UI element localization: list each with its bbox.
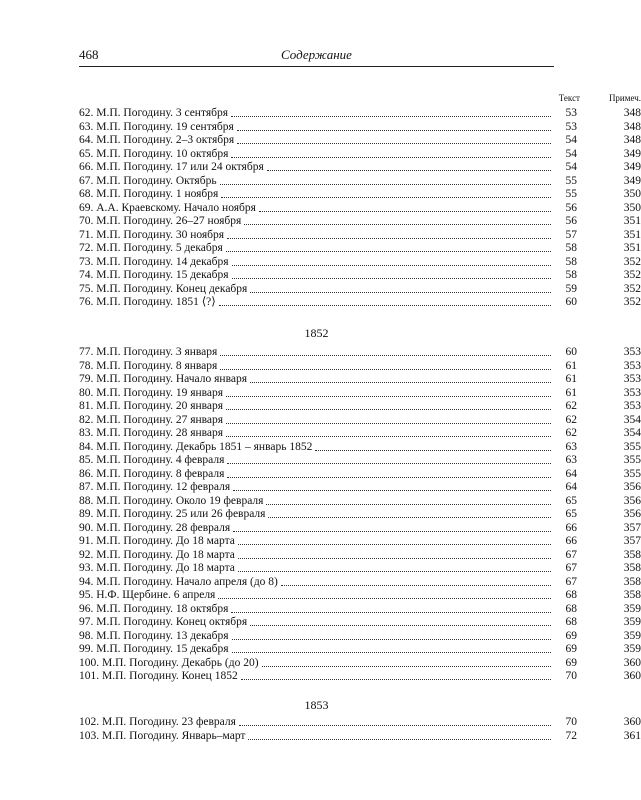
toc-entry [79,643,641,657]
running-title: Содержание [281,47,352,62]
toc-entry-text-page: 63 [565,440,577,453]
toc-section-1853 [79,716,641,743]
page-header [79,44,554,67]
toc-entry [79,629,641,644]
toc-entry-notes-page: 355 [623,440,641,453]
toc-entry-notes-page: 348 [623,120,641,133]
toc-entry [79,188,641,202]
toc-entry [79,373,641,387]
toc-entry [79,729,641,744]
toc-entry-notes-page: 357 [623,521,641,534]
toc-entry-text-page: 72 [565,729,577,742]
toc-entry-text-page: 69 [565,656,577,669]
toc-entry-label: 77. М.П. Погодину. 3 января [79,346,218,358]
toc-entry [79,147,641,162]
toc-entry [79,427,641,441]
toc-entry-label: 101. М.П. Погодину. Конец 1852 [79,670,238,682]
toc-entry-text-page: 62 [565,413,577,426]
toc-entry [79,269,641,283]
toc-entry [79,134,641,148]
toc-entry [79,440,641,455]
toc-entry-label: 68. М.П. Погодину. 1 ноября [79,188,219,200]
toc-entry-text-page: 58 [565,255,577,268]
toc-entry-text-page: 57 [565,228,577,241]
toc-entry-notes-page: 353 [623,373,641,385]
toc-entry-notes-page: 361 [623,729,641,742]
toc-entry-label: 85. М.П. Погодину. 4 февраля [79,454,225,466]
toc-entry-text-page: 54 [565,161,577,173]
toc-entry [79,481,641,495]
toc-entry-label: 91. М.П. Погодину. До 18 марта [79,535,235,547]
toc-entry-label: 87. М.П. Погодину. 12 февраля [79,481,231,493]
toc-entry [79,535,641,549]
toc-entry-label: 75. М.П. Погодину. Конец декабря [79,282,248,295]
toc-section-1850 [79,107,641,310]
toc-entry-notes-page: 355 [623,454,641,466]
toc-entry [79,215,641,229]
toc-entry-text-page: 66 [565,521,577,534]
toc-entry-notes-page: 351 [623,228,641,241]
column-header-notes: Примеч. [608,93,641,103]
toc-entry [79,656,641,671]
toc-entry-notes-page: 353 [623,386,641,399]
toc-entry [79,508,641,522]
toc-entry [79,548,641,563]
toc-entry-text-page: 62 [565,400,577,412]
toc-entry-text-page: 64 [565,467,577,480]
toc-entry [79,562,641,576]
toc-entry-notes-page: 353 [623,346,641,358]
toc-entry [79,228,641,243]
toc-entry [79,201,641,216]
toc-entry [79,602,641,617]
toc-entry-text-page: 67 [565,562,577,574]
toc-entry [79,716,641,730]
toc-entry-notes-page: 349 [623,174,641,187]
year-heading-1853: 1853 [304,698,329,712]
toc-entry-notes-page: 356 [623,481,641,493]
toc-entry-label: 86. М.П. Погодину. 8 февраля [79,467,225,480]
toc-entry-notes-page: 349 [623,147,641,160]
toc-entry-notes-page: 348 [623,107,641,119]
toc-entry [79,296,641,310]
toc-entry-label: 102. М.П. Погодину. 23 февраля [79,716,236,728]
toc-entry-text-page: 66 [565,535,577,547]
toc-entry-label: 103. М.П. Погодину. Январь–март [79,729,246,742]
toc-entry-text-page: 58 [565,269,577,281]
toc-entry-text-page: 54 [565,134,577,146]
toc-entry-notes-page: 352 [623,282,641,295]
toc-entry-notes-page: 353 [623,400,641,412]
toc-entry-text-page: 67 [565,575,577,588]
toc-entry-label: 92. М.П. Погодину. До 18 марта [79,548,235,561]
toc-entry [79,107,641,121]
toc-entry [79,255,641,270]
toc-entry-label: 94. М.П. Погодину. Начало апреля (до 8) [79,575,278,588]
year-heading-1852: 1852 [304,326,329,340]
toc-entry [79,494,641,509]
toc-entry [79,413,641,428]
toc-entry-label: 64. М.П. Погодину. 2–3 октября [79,134,235,146]
toc-entry-notes-page: 352 [623,296,641,308]
toc-entry-label: 72. М.П. Погодину. 5 декабря [79,242,223,254]
toc-entry-label: 80. М.П. Погодину. 19 января [79,386,224,399]
toc-entry [79,467,641,482]
toc-entry-label: 98. М.П. Погодину. 13 декабря [79,629,229,642]
toc-entry-label: 71. М.П. Погодину. 30 ноября [79,228,225,241]
toc-entry-label: 88. М.П. Погодину. Около 19 февраля [79,494,264,507]
toc-entry-notes-page: 359 [623,616,641,628]
toc-entry-label: 81. М.П. Погодину. 20 января [79,400,224,412]
toc-entry-label: 79. М.П. Погодину. Начало января [79,373,247,385]
toc-entry [79,242,641,256]
toc-entry-label: 95. Н.Ф. Щербине. 6 апреля [79,589,216,601]
toc-entry [79,282,641,297]
toc-entry-notes-page: 350 [623,188,641,200]
toc-entry-notes-page: 354 [623,413,641,426]
toc-entry [79,454,641,468]
column-header-text: Текст [558,93,580,103]
toc-entry-label: 97. М.П. Погодину. Конец октября [79,616,248,628]
toc-entry-notes-page: 358 [623,575,641,588]
toc-entry [79,386,641,401]
toc-entry-notes-page: 359 [623,629,641,642]
toc-entry-text-page: 56 [565,201,577,214]
toc-entry-text-page: 55 [565,188,577,200]
toc-entry-notes-page: 356 [623,494,641,507]
toc-entry [79,575,641,590]
toc-entry-label: 99. М.П. Погодину. 15 декабря [79,643,229,655]
toc-entry-text-page: 68 [565,616,577,628]
toc-entry-text-page: 59 [565,282,577,295]
toc-entry-notes-page: 358 [623,562,641,574]
toc-entry-label: 62. М.П. Погодину. 3 сентября [79,107,229,119]
toc-entry-label: 100. М.П. Погодину. Декабрь (до 20) [79,656,259,669]
toc-entry-text-page: 58 [565,242,577,254]
toc-entry-notes-page: 351 [623,242,641,254]
toc-entry-label: 67. М.П. Погодину. Октябрь [79,174,217,187]
toc-entry-notes-page: 359 [623,602,641,615]
toc-entry-label: 76. М.П. Погодину. 1851 ⟨?⟩ [79,296,216,308]
toc-entry-label: 63. М.П. Погодину. 19 сентября [79,120,234,133]
toc-entry-notes-page: 360 [623,656,641,669]
toc-entry-label: 84. М.П. Погодину. Декабрь 1851 – январь 1852 [79,440,313,453]
toc-entry-notes-page: 351 [623,215,641,227]
toc-entry [79,521,641,536]
toc-entry-text-page: 70 [565,670,577,682]
toc-entry-text-page: 61 [565,373,577,385]
toc-entry-notes-page: 358 [623,548,641,561]
toc-entry-notes-page: 357 [623,535,641,547]
toc-entry-text-page: 65 [565,494,577,507]
toc-section-1852 [79,346,641,684]
toc-entry-text-page: 68 [565,589,577,601]
toc-entry-notes-page: 360 [623,670,641,682]
toc-entry [79,400,641,414]
toc-entry-label: 65. М.П. Погодину. 10 октября [79,147,229,160]
toc-entry-notes-page: 358 [623,589,641,601]
toc-entry [79,174,641,189]
toc-entry-text-page: 60 [565,346,577,358]
toc-entry-text-page: 55 [565,174,577,187]
toc-entry [79,589,641,603]
toc-entry-label: 73. М.П. Погодину. 14 декабря [79,255,229,268]
toc-entry-label: 74. М.П. Погодину. 15 декабря [79,269,229,281]
toc-entry-notes-page: 354 [623,427,641,439]
toc-entry-label: 96. М.П. Погодину. 18 октября [79,602,229,615]
toc-entry-text-page: 53 [565,120,577,133]
toc-entry-text-page: 69 [565,629,577,642]
toc-entry-text-page: 60 [565,296,577,308]
toc-entry-notes-page: 352 [623,269,641,281]
toc-entry-text-page: 65 [565,508,577,520]
toc-entry-text-page: 54 [565,147,577,160]
toc-entry-notes-page: 355 [623,467,641,480]
toc-entry-notes-page: 356 [623,508,641,520]
toc-entry-text-page: 67 [565,548,577,561]
toc-entry-label: 89. М.П. Погодину. 25 или 26 февраля [79,508,266,520]
toc-entry [79,616,641,630]
toc-entry-notes-page: 359 [623,643,641,655]
toc-entry-notes-page: 352 [623,255,641,268]
toc-entry [79,120,641,135]
toc-entry-text-page: 61 [565,359,577,372]
toc-entry [79,359,641,374]
column-headers [79,93,641,107]
toc-entry-text-page: 62 [565,427,577,439]
toc-entry-label: 69. А.А. Краевскому. Начало ноября [79,201,256,214]
toc-entry [79,670,641,684]
toc-entry-label: 90. М.П. Погодину. 28 февраля [79,521,231,534]
toc-entry-notes-page: 348 [623,134,641,146]
toc-entry-notes-page: 360 [623,716,641,728]
toc-entry-text-page: 70 [565,716,577,728]
toc-entry-notes-page: 349 [623,161,641,173]
toc-entry [79,346,641,360]
toc-entry-text-page: 64 [565,481,577,493]
toc-entry-label: 66. М.П. Погодину. 17 или 24 октября [79,161,264,173]
toc-entry-label: 83. М.П. Погодину. 28 января [79,427,224,439]
toc-entry-text-page: 61 [565,386,577,399]
toc-entry-notes-page: 353 [623,359,641,372]
toc-entry-text-page: 56 [565,215,577,227]
toc-entry-text-page: 63 [565,454,577,466]
toc-entry [79,161,641,175]
toc-entry-text-page: 69 [565,643,577,655]
toc-entry-label: 70. М.П. Погодину. 26–27 ноября [79,215,242,227]
toc-entry-label: 82. М.П. Погодину. 27 января [79,413,224,426]
toc-entry-label: 93. М.П. Погодину. До 18 марта [79,562,235,574]
toc-entry-text-page: 53 [565,107,577,119]
toc-entry-text-page: 68 [565,602,577,615]
toc-entry-notes-page: 350 [623,201,641,214]
page-number: 468 [79,47,99,62]
toc-entry-label: 78. М.П. Погодину. 8 января [79,359,218,372]
